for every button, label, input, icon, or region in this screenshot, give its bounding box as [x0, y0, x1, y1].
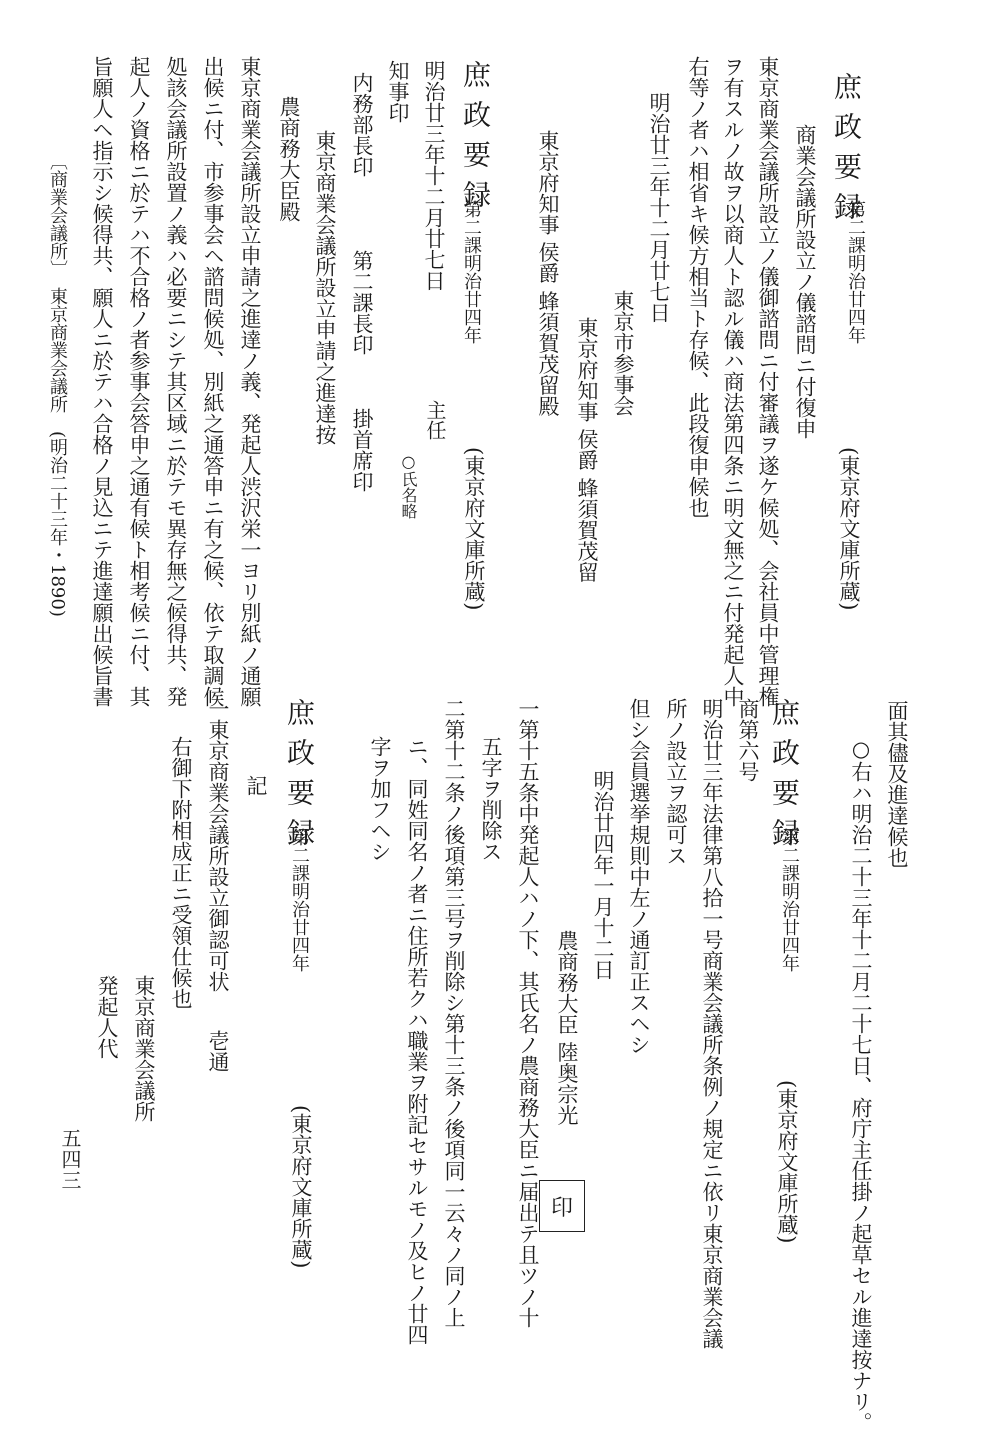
doc4-meta: 第二課明治廿四年 [289, 828, 310, 972]
doc2-body-line-1: 東京商業会議所設立申請之進達ノ義、発起人渋沢栄一ヨリ別紙ノ通願 [238, 56, 262, 707]
doc4-archive: (東京府文庫所蔵) [289, 1105, 313, 1269]
editor-note: ○右ハ明治二十三年十二月二十七日、府庁主任掛ノ起草セル進達按ナリ。 [849, 737, 873, 1433]
doc2-body-line-2: 出候ニ付、市参事会ヘ諮問候処、別紙之通答申ニ有之候、依テ取調候 [201, 56, 225, 707]
doc3-minister: 農商務大臣 陸奥宗光 [555, 930, 579, 1126]
doc3-item-line-3: 二第十二条ノ後項第三号ヲ削除シ第十三条ノ後項同一云々ノ同ノ上 [442, 698, 466, 1328]
doc3-meta: 第二課明治廿四年 [779, 828, 800, 972]
doc4-title: 庶政要録 [283, 698, 316, 858]
doc4-from-rep: 発起人代 [95, 975, 119, 1059]
doc2-body-line-4: 起人ノ資格ニ於テハ不合格ノ者参事会答申之通有候ト相考候ニ付、其 [127, 56, 151, 707]
doc1-date: 明治廿三年十二月廿七日 [647, 92, 671, 323]
doc3-archive: (東京府文庫所蔵) [775, 1080, 799, 1244]
doc2-signer-kakari [351, 408, 372, 492]
signer-role: 知事 [386, 60, 410, 102]
doc4-ki: 記 [244, 775, 268, 796]
doc4-from-org: 東京商業会議所 [132, 975, 156, 1122]
doc2-signer-kacho [351, 250, 372, 355]
doc2-signer-naimu [351, 72, 372, 177]
doc2-archive: (東京府文庫所蔵) [462, 447, 486, 611]
minister-seal: 印 [539, 1180, 585, 1232]
page-number: 五四三 [58, 1128, 82, 1191]
seal-mark: 印 [386, 102, 410, 123]
doc3-title: 庶政要録 [768, 698, 801, 858]
signer-role: 内務部長 [350, 72, 374, 156]
doc2-date: 明治廿三年十二月廿七日 [422, 60, 446, 291]
doc2-body-line-5: 旨願人ヘ指示シ候得共、願人ニ於テハ合格ノ見込ニテ進達願出候旨書 [90, 56, 114, 707]
doc3-number: 商第六号 [736, 698, 760, 782]
doc4-receipt: 右御下附相成正ニ受領仕候也 [169, 736, 193, 1009]
doc2-signer-chiji [387, 60, 408, 123]
doc1-archive: (東京府文庫所蔵) [837, 447, 861, 611]
doc3-body-line-2: 所ノ設立ヲ認可ス [664, 698, 688, 866]
signer-role: 第二課長 [350, 250, 374, 334]
doc3-item-line-1: 一第十五条中発起人ハノ下、其氏名ノ農商務大臣ニ届出テ且ツノ十 [516, 698, 540, 1328]
doc2-shunin: 主任 [423, 400, 447, 440]
doc1-body-line-3: 右等ノ者ハ相省キ候方相当ト存候、此段復申候也 [686, 56, 710, 518]
doc3-body-line-1: 明治廿三年法律第八拾一号商業会議所条例ノ規定ニ依リ東京商業会議 [700, 698, 724, 1349]
continuation-line: 面其儘及進達候也 [885, 700, 909, 868]
doc3-proviso: 但シ会員選挙規則中左ノ通訂正スヘシ [627, 698, 651, 1055]
seal-mark: 印 [350, 334, 374, 355]
doc4-item: 一東京商業会議所設立御認可状 [206, 698, 230, 992]
doc2-body-line-3: 処該会議所設置ノ義ハ必要ニシテ其区域ニ於テモ異存無之候得共、発 [164, 56, 188, 707]
doc1-from: 東京市参事会 [611, 290, 635, 416]
doc3-item-line-4: ニ、同姓同名ノ者ニ住所若クハ職業ヲ附記セサルモノ及ヒノ廿四 [405, 736, 429, 1345]
doc3-item-line-2: 五字ヲ削除ス [479, 736, 503, 862]
doc1-body-line-1: 東京商業会議所設立ノ儀御諮問ニ付審議ヲ遂ケ候処、会社員中管理権 [756, 56, 780, 707]
signer-role: 掛首席 [350, 408, 374, 471]
doc1-addressee-top: 東京府知事 侯爵 蜂須賀茂留 [575, 317, 599, 583]
doc2-to: 農商務大臣殿 [277, 96, 301, 222]
doc1-title: 庶政要録 [830, 72, 863, 232]
doc2-meta: 第二課明治廿四年 [461, 200, 482, 344]
doc2-shunin-note: ○氏名略 [399, 452, 418, 519]
doc3-item-line-5: 字ヲ加フヘシ [368, 736, 392, 862]
seal-mark: 印 [350, 156, 374, 177]
running-source: 〔商業会議所〕 東京商業会議所 (明治二十三年・1890) [47, 152, 68, 617]
doc2-heading: 東京商業会議所設立申請之進達按 [313, 130, 337, 445]
doc4-count: 壱通 [206, 1030, 230, 1072]
doc2-addressee: 東京府知事 侯爵 蜂須賀茂留殿 [536, 130, 560, 417]
doc1-meta: 第二課明治廿四年 [845, 200, 866, 344]
seal-mark: 印 [350, 471, 374, 492]
doc2-title: 庶政要録 [459, 60, 492, 220]
doc1-body-line-2: ヲ有スルノ故ヲ以商人ト認ル儀ハ商法第四条ニ明文無之ニ付発起人中 [721, 56, 745, 707]
doc3-date: 明治廿四年一月十二日 [591, 770, 615, 980]
doc1-heading: 商業会議所設立ノ儀諮問ニ付復申 [793, 124, 817, 439]
